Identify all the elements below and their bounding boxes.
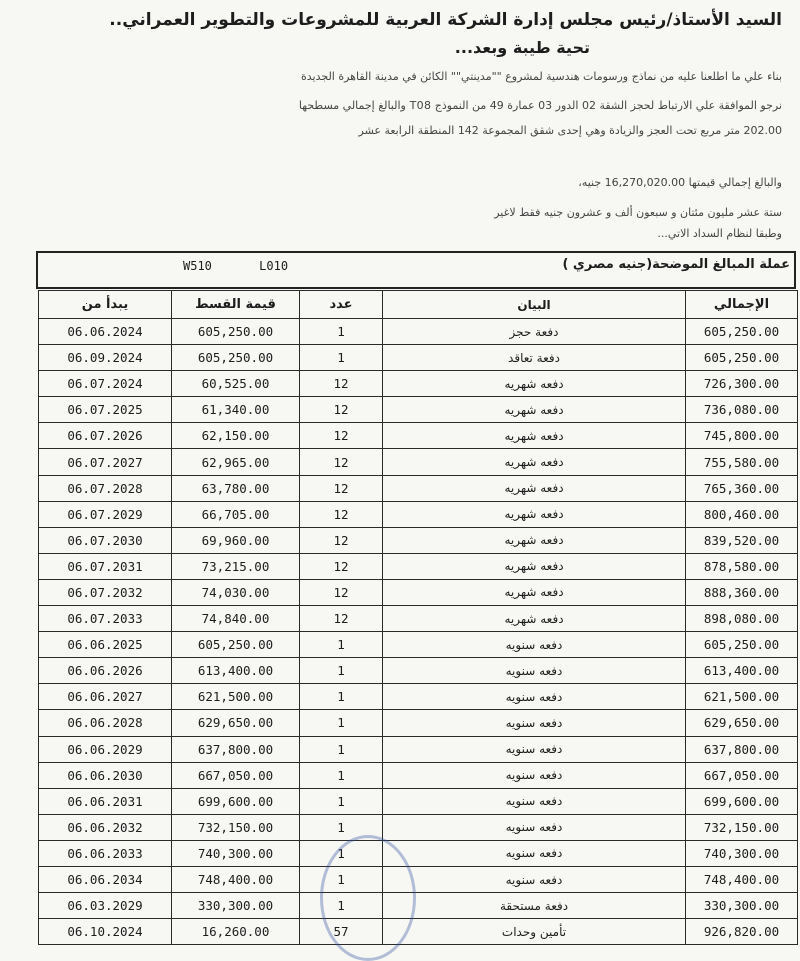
cell-count: 1 [300,762,383,788]
cell-start-date: 06.06.2026 [39,658,172,684]
cell-total: 605,250.00 [686,345,798,371]
cell-start-date: 06.07.2029 [39,501,172,527]
cell-count: 1 [300,658,383,684]
cell-total: 637,800.00 [686,736,798,762]
cell-description: دفعة تعاقد [383,345,686,371]
body-line-total-value: والبالغ إجمالي قيمتها 16,270,020.00 جنيه، [578,176,782,189]
cell-description: دفعة حجز [383,319,686,345]
cell-start-date: 06.10.2024 [39,919,172,945]
cell-count: 12 [300,501,383,527]
cell-count: 12 [300,553,383,579]
cell-description: دفعه سنويه [383,632,686,658]
cell-total: 330,300.00 [686,893,798,919]
table-row [39,814,798,840]
table-row [39,710,798,736]
cell-total: 765,360.00 [686,475,798,501]
cell-start-date: 06.06.2027 [39,684,172,710]
cell-installment: 66,705.00 [172,501,300,527]
cell-installment: 637,800.00 [172,736,300,762]
table-row [39,762,798,788]
cell-installment: 74,840.00 [172,606,300,632]
cell-installment: 613,400.00 [172,658,300,684]
col-installment: قيمة القسط [172,291,300,319]
cell-description: دفعه سنويه [383,762,686,788]
unit-code-2: L010 [259,259,289,273]
currency-title: عملة المبالغ الموضحة(جنيه مصري ) [562,257,790,272]
table-row [39,319,798,345]
cell-start-date: 06.07.2030 [39,527,172,553]
cell-total: 755,580.00 [686,449,798,475]
cell-count: 12 [300,475,383,501]
cell-count: 1 [300,345,383,371]
cell-description: دفعه شهريه [383,475,686,501]
cell-start-date: 06.06.2024 [39,319,172,345]
table-row [39,866,798,892]
cell-count: 12 [300,527,383,553]
cell-count: 1 [300,632,383,658]
cell-count: 1 [300,788,383,814]
cell-start-date: 06.07.2033 [39,606,172,632]
cell-start-date: 06.07.2026 [39,423,172,449]
table-row [39,475,798,501]
cell-description: دفعه شهريه [383,579,686,605]
cell-installment: 16,260.00 [172,919,300,945]
table-row [39,579,798,605]
cell-count: 57 [300,919,383,945]
cell-start-date: 06.07.2032 [39,579,172,605]
cell-description: دفعه شهريه [383,423,686,449]
cell-start-date: 06.07.2027 [39,449,172,475]
cell-start-date: 06.06.2033 [39,840,172,866]
cell-installment: 61,340.00 [172,397,300,423]
cell-description: دفعة مستحقة [383,893,686,919]
salutation: السيد الأستاذ/رئيس مجلس إدارة الشركة العربية للمشروعات والتطوير العمراني.. [109,10,782,30]
cell-installment: 629,650.00 [172,710,300,736]
cell-installment: 699,600.00 [172,788,300,814]
cell-count: 1 [300,893,383,919]
cell-description: دفعه سنويه [383,736,686,762]
col-description: البيان [383,291,686,319]
cell-count: 1 [300,840,383,866]
table-row [39,788,798,814]
cell-installment: 732,150.00 [172,814,300,840]
unit-code-1: W510 [183,259,212,273]
cell-start-date: 06.09.2024 [39,345,172,371]
cell-start-date: 06.06.2031 [39,788,172,814]
cell-total: 800,460.00 [686,501,798,527]
cell-description: دفعه سنويه [383,710,686,736]
table-row [39,840,798,866]
cell-description: دفعه شهريه [383,527,686,553]
cell-start-date: 06.06.2029 [39,736,172,762]
unit-codes [183,259,328,273]
table-row [39,397,798,423]
cell-total: 629,650.00 [686,710,798,736]
table-row [39,606,798,632]
cell-description: دفعه شهريه [383,371,686,397]
table-header-row [39,291,798,319]
cell-total: 605,250.00 [686,319,798,345]
table-row [39,527,798,553]
cell-total: 667,050.00 [686,762,798,788]
cell-description: دفعه سنويه [383,658,686,684]
cell-count: 1 [300,684,383,710]
cell-start-date: 06.07.2028 [39,475,172,501]
cell-start-date: 06.06.2030 [39,762,172,788]
cell-description: دفعه شهريه [383,449,686,475]
col-total: الإجمالي [686,291,798,319]
cell-installment: 605,250.00 [172,632,300,658]
col-start-date: يبدأ من [39,291,172,319]
table-row [39,371,798,397]
cell-description: دفعه سنويه [383,814,686,840]
currency-header-box [36,251,796,289]
cell-start-date: 06.07.2025 [39,397,172,423]
body-line-payment-plan: وطبقا لنظام السداد الاتي... [657,227,782,240]
cell-count: 12 [300,371,383,397]
cell-total: 732,150.00 [686,814,798,840]
cell-count: 1 [300,319,383,345]
cell-installment: 60,525.00 [172,371,300,397]
cell-description: دفعه شهريه [383,553,686,579]
cell-total: 748,400.00 [686,866,798,892]
table-row [39,553,798,579]
greeting: تحية طيبة وبعد... [454,38,590,57]
cell-total: 736,080.00 [686,397,798,423]
cell-total: 613,400.00 [686,658,798,684]
cell-description: دفعه سنويه [383,866,686,892]
cell-description: دفعه سنويه [383,788,686,814]
cell-installment: 740,300.00 [172,840,300,866]
cell-start-date: 06.06.2034 [39,866,172,892]
cell-total: 621,500.00 [686,684,798,710]
cell-installment: 73,215.00 [172,553,300,579]
cell-total: 726,300.00 [686,371,798,397]
cell-installment: 605,250.00 [172,345,300,371]
cell-start-date: 06.06.2028 [39,710,172,736]
cell-total: 839,520.00 [686,527,798,553]
cell-installment: 62,965.00 [172,449,300,475]
cell-installment: 69,960.00 [172,527,300,553]
cell-start-date: 06.07.2024 [39,371,172,397]
cell-description: دفعه شهريه [383,501,686,527]
cell-count: 1 [300,866,383,892]
cell-total: 740,300.00 [686,840,798,866]
table-row [39,449,798,475]
col-count: عدد [300,291,383,319]
cell-installment: 621,500.00 [172,684,300,710]
body-line-project: بناء علي ما اطلعنا عليه من نماذج ورسومات هندسية لمشروع ""مدينتي"" الكائن في مدينة القاهرة الجديدة [300,70,782,83]
official-stamp [320,835,416,961]
table-body [39,319,798,945]
cell-count: 12 [300,423,383,449]
cell-installment: 667,050.00 [172,762,300,788]
table-row [39,501,798,527]
cell-start-date: 06.06.2032 [39,814,172,840]
cell-description: دفعه سنويه [383,840,686,866]
cell-total: 605,250.00 [686,632,798,658]
table-row [39,632,798,658]
cell-description: دفعه شهريه [383,397,686,423]
cell-count: 12 [300,397,383,423]
cell-installment: 63,780.00 [172,475,300,501]
cell-total: 878,580.00 [686,553,798,579]
cell-count: 12 [300,606,383,632]
cell-start-date: 06.07.2031 [39,553,172,579]
table-row [39,736,798,762]
body-line-unit: نرجو الموافقة علي الارتباط لحجز الشقة 02 الدور 03 عمارة 49 من النموذج T08 والبالغ إجمالي مسطحها [298,99,782,112]
body-line-total-words: ستة عشر مليون مئتان و سبعون ألف و عشرون جنيه فقط لاغير [494,206,782,219]
table-row [39,684,798,710]
cell-count: 1 [300,710,383,736]
cell-description: دفعه شهريه [383,606,686,632]
table-row [39,423,798,449]
cell-count: 1 [300,814,383,840]
cell-start-date: 06.06.2025 [39,632,172,658]
cell-installment: 74,030.00 [172,579,300,605]
cell-total: 699,600.00 [686,788,798,814]
cell-count: 12 [300,449,383,475]
cell-installment: 330,300.00 [172,893,300,919]
cell-installment: 62,150.00 [172,423,300,449]
payment-schedule-table [38,290,798,945]
cell-total: 926,820.00 [686,919,798,945]
table-row [39,658,798,684]
cell-count: 1 [300,736,383,762]
cell-start-date: 06.03.2029 [39,893,172,919]
cell-installment: 748,400.00 [172,866,300,892]
cell-total: 898,080.00 [686,606,798,632]
cell-total: 888,360.00 [686,579,798,605]
cell-description: دفعه سنويه [383,684,686,710]
table-row [39,345,798,371]
cell-total: 745,800.00 [686,423,798,449]
table-row [39,893,798,919]
cell-description: تأمين وحدات [383,919,686,945]
body-line-area: 202.00 متر مربع تحت العجز والزيادة وهي إحدى شقق المجموعة 142 المنطقة الرابعة عشر [358,124,782,137]
cell-count: 12 [300,579,383,605]
cell-installment: 605,250.00 [172,319,300,345]
table-row [39,919,798,945]
